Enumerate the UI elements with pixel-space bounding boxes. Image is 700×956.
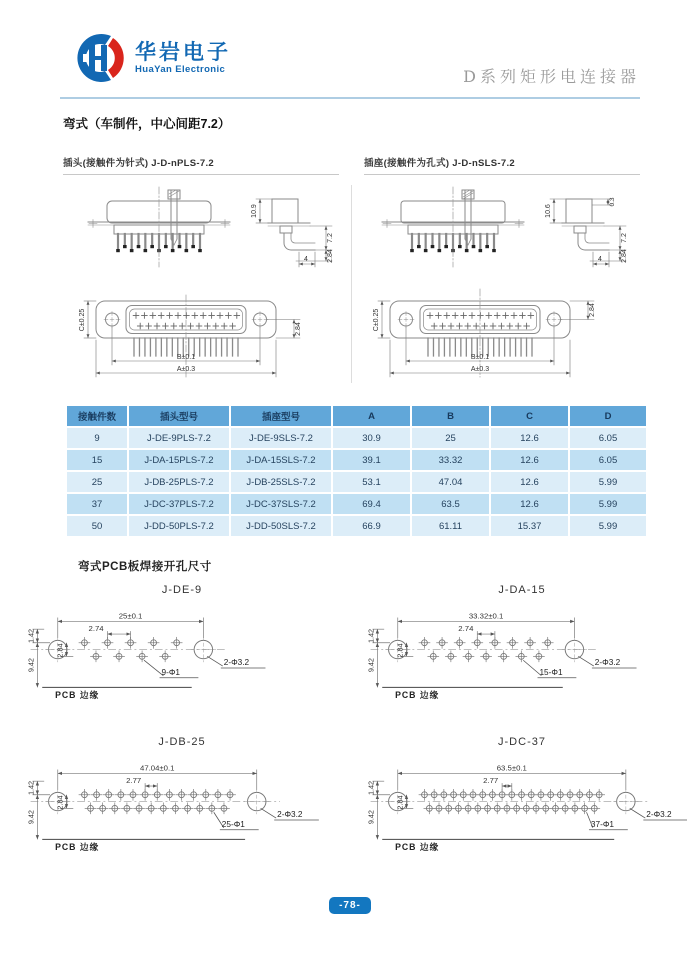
table-cell: 33.32 (412, 450, 489, 470)
column-header: 插头型号 (129, 406, 229, 426)
socket-caption: 插座(接触件为孔式) J-D-nSLS-7.2 (364, 155, 640, 175)
socket-dim-foot-offset: 2.84 (620, 249, 628, 263)
pcb-title-jdc37: J-DC-37 (498, 736, 546, 748)
plug-dim-pin-drop: 7.2 (327, 233, 334, 243)
pcb-drawing-jdb25 (17, 752, 347, 855)
table-cell: 6.05 (570, 450, 646, 470)
pcb-cell-jde9 (12, 584, 352, 708)
table-cell: 63.5 (412, 494, 489, 514)
svg-text:37-Φ1: 37-Φ1 (590, 819, 615, 829)
table-cell: J-DB-25PLS-7.2 (129, 472, 229, 492)
svg-text:PCB 边缘: PCB 边缘 (395, 842, 440, 853)
company-name-en: HuaYan Electronic (135, 64, 226, 76)
plug-dim-body-height: 10.9 (251, 204, 258, 218)
table-cell: 15.37 (491, 516, 568, 536)
pcb-title-jde9: J-DE-9 (161, 584, 203, 596)
table-cell: J-DA-15SLS-7.2 (231, 450, 331, 470)
pcb-cell-jdb25 (12, 736, 352, 860)
svg-text:1.42: 1.42 (26, 780, 36, 796)
svg-text:2.77: 2.77 (126, 776, 142, 786)
table-cell: J-DE-9PLS-7.2 (129, 428, 229, 448)
page-number-badge: -78- (329, 897, 371, 914)
table-cell: J-DD-50SLS-7.2 (231, 516, 331, 536)
svg-text:9.42: 9.42 (26, 810, 36, 825)
table-cell: J-DD-50PLS-7.2 (129, 516, 229, 536)
svg-text:9.42: 9.42 (26, 658, 36, 673)
svg-text:25±0.1: 25±0.1 (118, 611, 143, 621)
socket-dim-face-row: 2.84 (588, 303, 596, 317)
svg-text:PCB 边缘: PCB 边缘 (55, 690, 100, 701)
table-cell: 66.9 (333, 516, 410, 536)
table-cell: 5.99 (570, 516, 646, 536)
pcb-cell-jdc37 (352, 736, 692, 860)
socket-dim-shell-lip: 0.3 (608, 197, 616, 207)
svg-text:2.74: 2.74 (88, 624, 104, 634)
svg-text:9-Φ1: 9-Φ1 (161, 667, 181, 677)
svg-text:1.42: 1.42 (26, 628, 36, 644)
pcb-drawing-jdc37 (357, 752, 687, 855)
table-row (67, 450, 646, 470)
document-title: D系列矩形电连接器 (463, 67, 640, 86)
column-header: D (570, 406, 646, 426)
section-title: 弯式（车制件，中心间距7.2） (63, 117, 231, 131)
column-header: B (412, 406, 489, 426)
table-cell: J-DE-9SLS-7.2 (231, 428, 331, 448)
huayan-logo-icon (75, 33, 127, 83)
socket-dim-body-height: 10.6 (544, 204, 552, 218)
pcb-drawing-jda15 (357, 600, 687, 703)
svg-text:2.84: 2.84 (395, 643, 405, 658)
svg-text:2.74: 2.74 (458, 624, 474, 634)
svg-text:9.42: 9.42 (366, 658, 376, 673)
pcb-drawing-jde9 (17, 600, 347, 703)
socket-dim-b: B±0.1 (470, 354, 489, 361)
svg-text:2-Φ3.2: 2-Φ3.2 (646, 810, 672, 820)
svg-text:15-Φ1: 15-Φ1 (539, 667, 563, 677)
pcb-cell-jda15 (352, 584, 692, 708)
table-cell: 9 (67, 428, 127, 448)
socket-drawing-panel (354, 181, 643, 386)
svg-text:1.42: 1.42 (366, 628, 376, 644)
svg-text:1.42: 1.42 (366, 780, 376, 796)
table-cell: 61.11 (412, 516, 489, 536)
plug-caption: 插头(接触件为针式) J-D-nPLS-7.2 (63, 155, 339, 175)
table-row (67, 472, 646, 492)
table-cell: 39.1 (333, 450, 410, 470)
svg-text:2.84: 2.84 (55, 643, 65, 658)
svg-text:2.77: 2.77 (483, 776, 499, 786)
plug-dim-c: C±0.25 (79, 308, 86, 332)
page-footer (0, 895, 700, 914)
pcb-section-title: 弯式PCB板焊接开孔尺寸 (78, 561, 212, 573)
table-cell: J-DA-15PLS-7.2 (129, 450, 229, 470)
table-cell: 5.99 (570, 494, 646, 514)
header-row (67, 406, 646, 426)
pcb-drawings-grid (12, 584, 692, 860)
plug-technical-drawing (60, 181, 337, 381)
socket-dim-pin-drop: 7.2 (620, 233, 628, 243)
table-cell: J-DB-25SLS-7.2 (231, 472, 331, 492)
company-name-block (135, 41, 231, 75)
spec-table-head (67, 406, 646, 426)
column-header: C (491, 406, 568, 426)
table-cell: J-DC-37SLS-7.2 (231, 494, 331, 514)
table-cell: 25 (67, 472, 127, 492)
svg-text:9.42: 9.42 (366, 810, 376, 825)
column-header: 插座型号 (231, 406, 331, 426)
header-divider (60, 97, 640, 99)
socket-dim-c: C±0.25 (372, 308, 380, 332)
pcb-title-jda15: J-DA-15 (498, 584, 546, 596)
table-cell: 12.6 (491, 472, 568, 492)
technical-drawings (60, 181, 642, 386)
svg-text:2-Φ3.2: 2-Φ3.2 (223, 658, 250, 668)
table-cell: 12.6 (491, 428, 568, 448)
table-cell: 15 (67, 450, 127, 470)
table-cell: 12.6 (491, 450, 568, 470)
table-row (67, 494, 646, 514)
socket-dim-a: A±0.3 (470, 366, 489, 373)
plug-dim-pin-foot: 4 (304, 256, 308, 263)
svg-text:2.84: 2.84 (395, 795, 405, 810)
socket-dim-pin-foot: 4 (597, 256, 602, 263)
table-cell: 50 (67, 516, 127, 536)
column-header: A (333, 406, 410, 426)
column-header: 接触件数 (67, 406, 127, 426)
table-cell: J-DC-37PLS-7.2 (129, 494, 229, 514)
svg-text:33.32±0.1: 33.32±0.1 (468, 611, 504, 621)
plug-dim-b: B±0.1 (176, 354, 196, 361)
svg-text:47.04±0.1: 47.04±0.1 (140, 763, 175, 773)
spec-table (65, 404, 648, 538)
table-cell: 30.9 (333, 428, 410, 448)
table-cell: 37 (67, 494, 127, 514)
table-cell: 12.6 (491, 494, 568, 514)
table-row (67, 428, 646, 448)
table-cell: 53.1 (333, 472, 410, 492)
plug-dim-a: A±0.3 (176, 366, 196, 373)
svg-text:PCB 边缘: PCB 边缘 (55, 842, 100, 853)
table-cell: 5.99 (570, 472, 646, 492)
page-header (75, 33, 640, 95)
socket-technical-drawing (354, 181, 631, 381)
table-cell: 47.04 (412, 472, 489, 492)
table-cell: 25 (412, 428, 489, 448)
svg-text:63.5±0.1: 63.5±0.1 (496, 763, 527, 773)
spec-table-body (67, 428, 646, 536)
plug-dim-foot-offset: 2.84 (327, 249, 334, 263)
table-cell: 69.4 (333, 494, 410, 514)
table-row (67, 516, 646, 536)
pcb-title-jdb25: J-DB-25 (158, 736, 206, 748)
svg-text:2.84: 2.84 (55, 795, 65, 810)
table-cell: 6.05 (570, 428, 646, 448)
company-name-cn: 华岩电子 (135, 40, 231, 64)
drawing-captions (63, 155, 640, 175)
svg-text:25-Φ1: 25-Φ1 (221, 819, 245, 829)
plug-drawing-panel (60, 181, 349, 386)
panel-divider (351, 185, 352, 383)
svg-text:2-Φ3.2: 2-Φ3.2 (277, 810, 303, 820)
svg-text:PCB 边缘: PCB 边缘 (395, 690, 440, 701)
svg-text:2-Φ3.2: 2-Φ3.2 (594, 658, 621, 668)
plug-dim-face-row: 2.84 (295, 322, 302, 336)
company-logo (75, 33, 231, 83)
